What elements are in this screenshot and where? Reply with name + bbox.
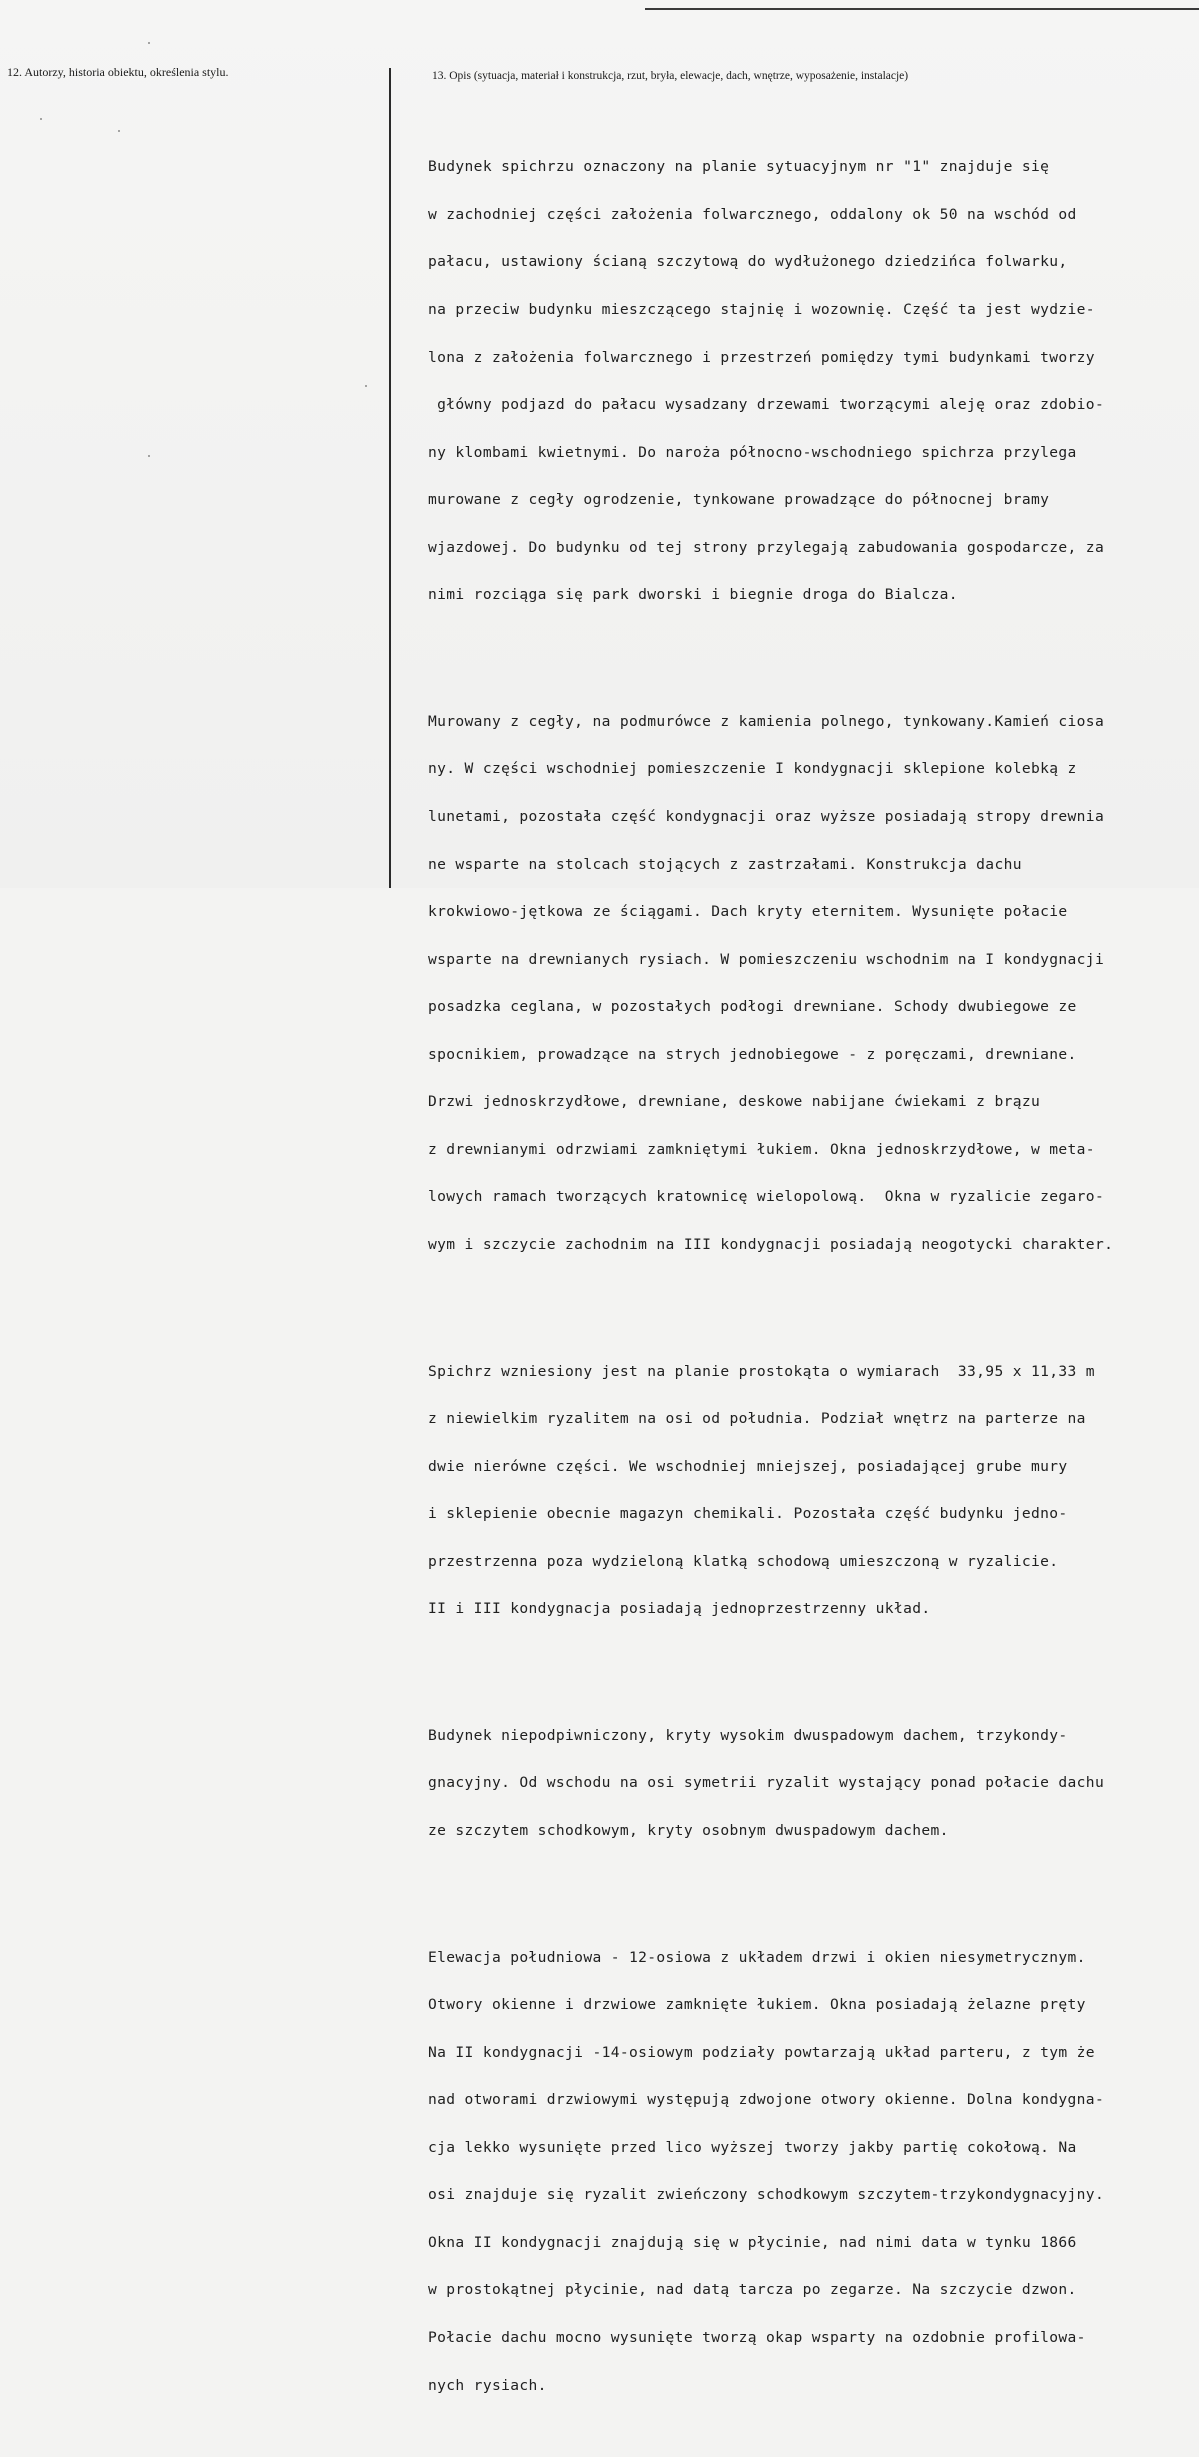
text-line: wym i szczycie zachodnim na III kondygnacji posiadają neogotycki charakter. <box>428 1235 1114 1253</box>
text-line: lona z założenia folwarcznego i przestrzeń pomiędzy tymi budynkami tworzy <box>428 348 1095 366</box>
text-line: na przeciw budynku mieszczącego stajnię i wozownię. Część ta jest wydzie- <box>428 300 1095 318</box>
text-line: ze szczytem schodkowym, kryty osobnym dwuspadowym dachem. <box>428 1821 949 1839</box>
text-line: pałacu, ustawiony ścianą szczytową do wydłużonego dziedzińca folwarku, <box>428 253 1068 271</box>
text-line: główny podjazd do pałacu wysadzany drzewami tworzącymi aleję oraz zdobio- <box>428 396 1105 414</box>
paragraph-form <box>428 1696 1199 1870</box>
text-line: gnacyjny. Od wschodu na osi symetrii ryzalit wystający ponad połacie dachu <box>428 1774 1105 1792</box>
section-13-header: 13. Opis (sytuacja, materiał i konstrukcja, rzut, bryła, elewacje, dach, wnętrze, wyposażenie, instalacje) <box>432 70 909 82</box>
paragraph-plan <box>428 1332 1199 1649</box>
text-line: w prostokątnej płycinie, nad datą tarcza po zegarze. Na szczycie dzwon. <box>428 2281 1077 2299</box>
text-line: II i III kondygnacja posiadają jednoprzestrzenny układ. <box>428 1600 931 1618</box>
text-line: Spichrz wzniesiony jest na planie prostokąta o wymiarach 33,95 x 11,33 m <box>428 1362 1095 1380</box>
scan-speck <box>148 455 150 457</box>
text-line: z niewielkim ryzalitem na osi od południa. Podział wnętrz na parterze na <box>428 1410 1086 1428</box>
text-line: ny klombami kwietnymi. Do naroża północno-wschodniego spichrza przylega <box>428 443 1077 461</box>
text-line: Budynek spichrzu oznaczony na planie sytuacyjnym nr "1" znajduje się <box>428 158 1050 176</box>
text-line: krokwiowo-jętkowa ze ściągami. Dach kryty eternitem. Wysunięte połacie <box>428 903 1068 921</box>
text-line: nad otworami drzwiowymi występują zdwojone otwory okienne. Dolna kondygna- <box>428 2091 1105 2109</box>
text-line: dwie nierówne części. We wschodniej mniejszej, posiadającej grube mury <box>428 1457 1068 1475</box>
paragraph-location <box>428 128 1199 635</box>
text-line: lunetami, pozostała część kondygnacji oraz wyższe posiadają stropy drewnia <box>428 807 1105 825</box>
top-rule <box>645 8 1199 10</box>
text-line: Połacie dachu mocno wysunięte tworzą okap wsparty na ozdobnie profilowa- <box>428 2328 1086 2346</box>
text-line: lowych ramach tworzących kratownicę wielopolową. Okna w ryzalicie zegaro- <box>428 1188 1105 1206</box>
text-line: osi znajduje się ryzalit zwieńczony schodkowym szczytem-trzykondygnacyjny. <box>428 2186 1105 2204</box>
text-line: Elewacja południowa - 12-osiowa z układem drzwi i okien niesymetrycznym. <box>428 1948 1086 1966</box>
text-line: Budynek niepodpiwniczony, kryty wysokim dwuspadowym dachem, trzykondy- <box>428 1726 1068 1744</box>
text-line: w zachodniej części założenia folwarcznego, oddalony ok 50 na wschód od <box>428 205 1077 223</box>
scan-speck <box>148 42 150 44</box>
text-line: spocnikiem, prowadzące na strych jednobiegowe - z poręczami, drewniane. <box>428 1045 1077 1063</box>
text-line: Drzwi jednoskrzydłowe, drewniane, deskowe nabijane ćwiekami z brązu <box>428 1093 1041 1111</box>
section-12-header: 12. Autorzy, historia obiektu, określenia stylu. <box>7 65 229 79</box>
section-13-body <box>428 96 1199 2457</box>
column-divider <box>389 68 391 888</box>
scan-speck <box>365 385 367 387</box>
text-line: Murowany z cegły, na podmurówce z kamienia polnego, tynkowany.Kamień ciosa <box>428 712 1105 730</box>
text-line: z drewnianymi odrzwiami zamkniętymi łukiem. Okna jednoskrzydłowe, w meta- <box>428 1140 1095 1158</box>
scan-speck <box>40 118 42 120</box>
text-line: nimi rozciąga się park dworski i biegnie droga do Bialcza. <box>428 586 958 604</box>
text-line: ny. W części wschodniej pomieszczenie I kondygnacji sklepione kolebką z <box>428 760 1077 778</box>
text-line: Otwory okienne i drzwiowe zamknięte łukiem. Okna posiadają żelazne pręty <box>428 1996 1086 2014</box>
paragraph-construction <box>428 682 1199 1284</box>
text-line: ne wsparte na stolcach stojących z zastrzałami. Konstrukcja dachu <box>428 855 1022 873</box>
paragraph-elevation <box>428 1918 1199 2425</box>
text-line: przestrzenna poza wydzieloną klatką schodową umieszczoną w ryzalicie. <box>428 1552 1059 1570</box>
text-line: Na II kondygnacji -14-osiowym podziały powtarzają układ parteru, z tym że <box>428 2043 1095 2061</box>
text-line: murowane z cegły ogrodzenie, tynkowane prowadzące do północnej bramy <box>428 491 1050 509</box>
text-line: Okna II kondygnacji znajdują się w płycinie, nad nimi data w tynku 1866 <box>428 2233 1077 2251</box>
text-line: posadzka ceglana, w pozostałych podłogi drewniane. Schody dwubiegowe ze <box>428 998 1077 1016</box>
text-line: wjazdowej. Do budynku od tej strony przylegają zabudowania gospodarcze, za <box>428 538 1105 556</box>
text-line: nych rysiach. <box>428 2376 547 2394</box>
scan-speck <box>118 130 120 132</box>
text-line: cja lekko wysunięte przed lico wyższej tworzy jakby partię cokołową. Na <box>428 2138 1077 2156</box>
text-line: i sklepienie obecnie magazyn chemikali. Pozostała część budynku jedno- <box>428 1505 1068 1523</box>
text-line: wsparte na drewnianych rysiach. W pomieszczeniu wschodnim na I kondygnacji <box>428 950 1105 968</box>
